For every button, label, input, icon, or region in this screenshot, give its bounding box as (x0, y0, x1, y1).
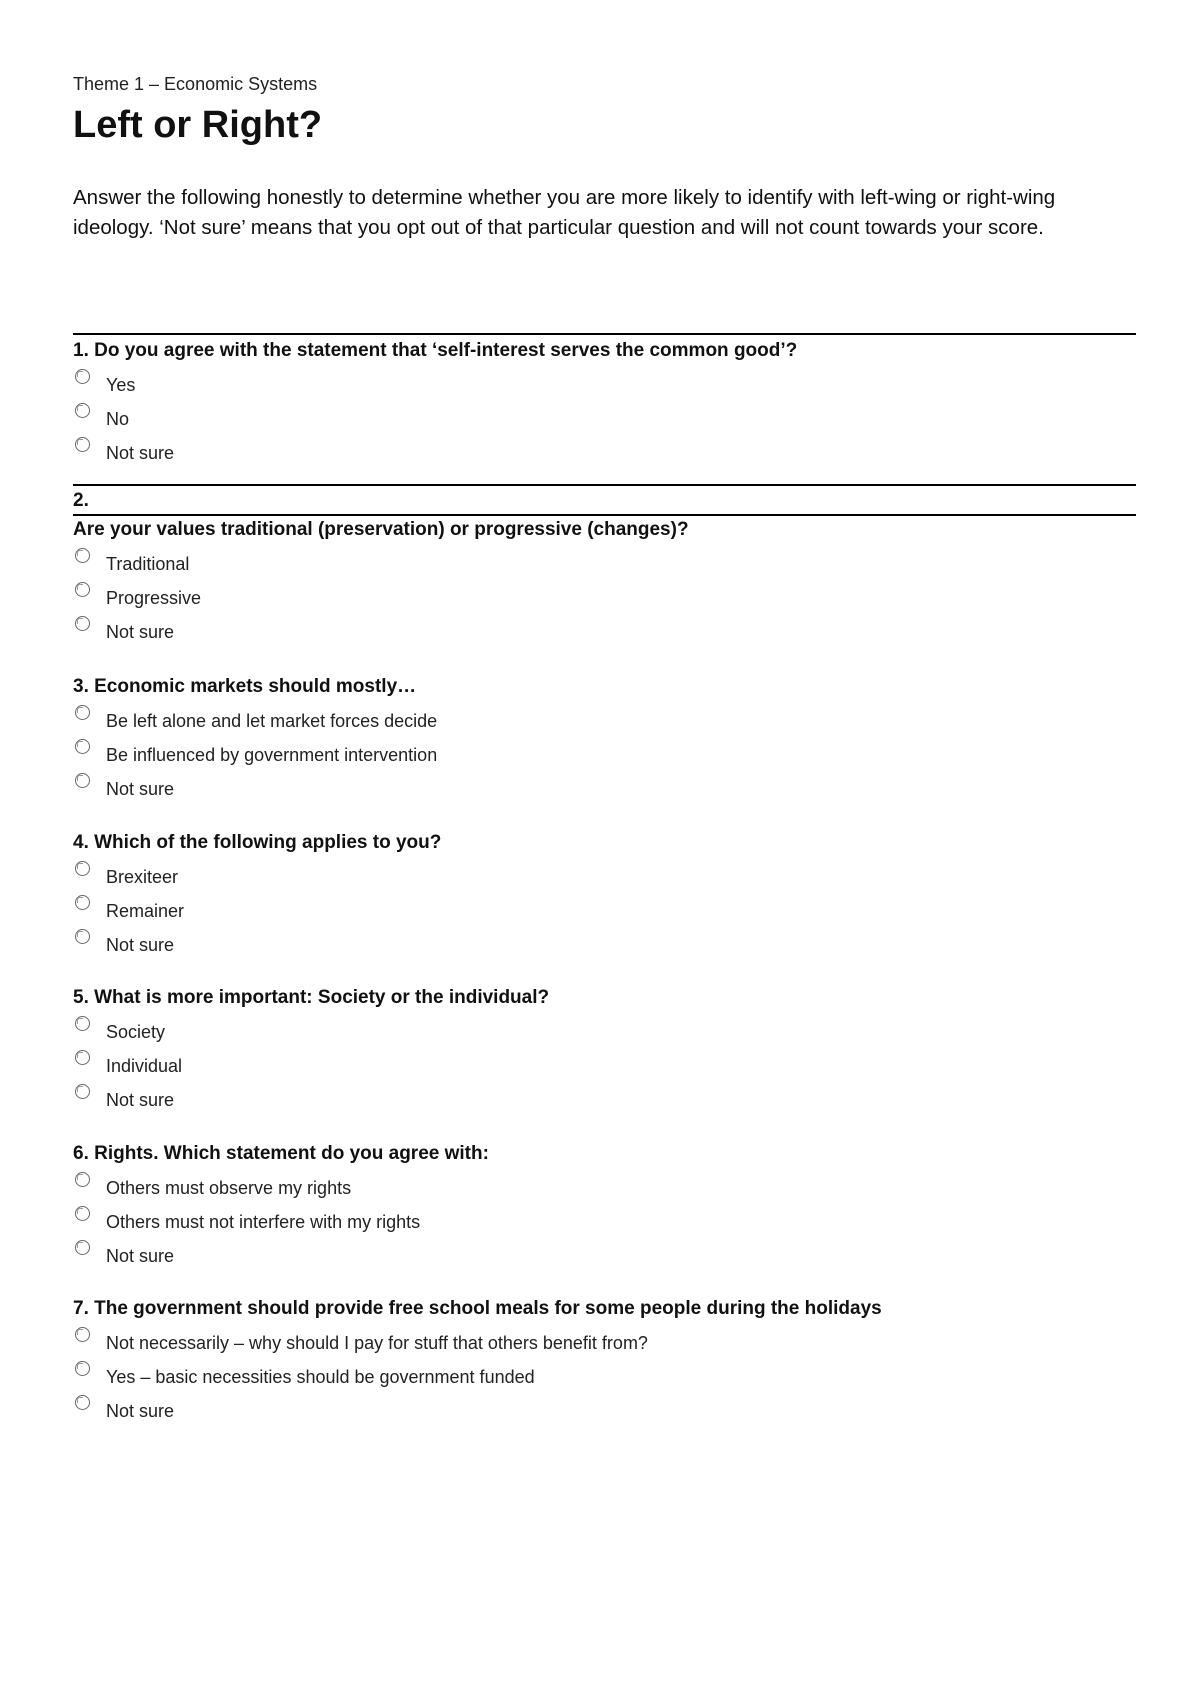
option-label: Remainer (106, 901, 185, 921)
option[interactable] (73, 1047, 1136, 1081)
page-title: Left or Right? (73, 104, 323, 146)
radio-button[interactable] (75, 1084, 90, 1099)
radio-button[interactable] (75, 705, 90, 720)
option[interactable] (73, 545, 1136, 579)
options-list (73, 858, 1136, 960)
question-text: Are your values traditional (preservation) or progressive (changes)? (73, 519, 689, 540)
radio-button[interactable] (75, 582, 90, 597)
option-label: Not sure (106, 443, 175, 463)
option[interactable] (73, 434, 1136, 468)
radio-button[interactable] (75, 895, 90, 910)
intro-paragraph: Answer the following honestly to determine whether you are more likely to identify with left-wing or right-wing ideology. ‘Not sure’ means that you opt out of that particular question and will not count towards your score. (73, 186, 1056, 239)
question-3 (73, 672, 1136, 804)
question-2-body (73, 515, 1136, 647)
option-label: Not sure (106, 1401, 175, 1421)
option[interactable] (73, 1169, 1136, 1203)
options-list (73, 545, 1136, 647)
option[interactable] (73, 1358, 1136, 1392)
options-list (73, 1013, 1136, 1115)
question-1 (73, 336, 1136, 468)
question-6 (73, 1139, 1136, 1271)
radio-button[interactable] (75, 1240, 90, 1255)
theme-label: Theme 1 – Economic Systems (73, 74, 318, 94)
option-label: Others must observe my rights (106, 1178, 352, 1198)
radio-button[interactable] (75, 369, 90, 384)
option[interactable] (73, 892, 1136, 926)
options-list (73, 1324, 1136, 1426)
radio-button[interactable] (75, 548, 90, 563)
radio-button[interactable] (75, 929, 90, 944)
question-number: 2. (73, 490, 89, 511)
option-label: Be influenced by government intervention (106, 745, 438, 765)
option-label: Progressive (106, 588, 202, 608)
radio-button[interactable] (75, 773, 90, 788)
radio-button[interactable] (75, 1172, 90, 1187)
option-label: Individual (106, 1056, 183, 1076)
question-4 (73, 828, 1136, 960)
option-label: Traditional (106, 554, 190, 574)
option[interactable] (73, 926, 1136, 960)
option[interactable] (73, 1203, 1136, 1237)
radio-button[interactable] (75, 1361, 90, 1376)
question-text: 4. Which of the following applies to you? (73, 832, 442, 853)
option-label: No (106, 409, 130, 429)
option-label: Not sure (106, 1090, 175, 1110)
option-label: Yes (106, 375, 136, 395)
question-2 (73, 488, 1136, 514)
radio-button[interactable] (75, 403, 90, 418)
option[interactable] (73, 1013, 1136, 1047)
radio-button[interactable] (75, 1327, 90, 1342)
option[interactable] (73, 613, 1136, 647)
option-label: Others must not interfere with my rights (106, 1212, 421, 1232)
question-text: 3. Economic markets should mostly… (73, 676, 417, 697)
radio-button[interactable] (75, 1395, 90, 1410)
option[interactable] (73, 1392, 1136, 1426)
options-list (73, 366, 1136, 468)
divider (73, 484, 1136, 486)
question-text: 7. The government should provide free school meals for some people during the holidays (73, 1298, 882, 1319)
option[interactable] (73, 579, 1136, 613)
question-7 (73, 1294, 1136, 1426)
option[interactable] (73, 736, 1136, 770)
option-label: Be left alone and let market forces decide (106, 711, 438, 731)
option-label: Not sure (106, 622, 175, 642)
option-label: Yes – basic necessities should be government funded (106, 1367, 535, 1387)
option-label: Not sure (106, 779, 175, 799)
radio-button[interactable] (75, 1016, 90, 1031)
question-text: 1. Do you agree with the statement that ‘self-interest serves the common good’? (73, 340, 798, 361)
option[interactable] (73, 1081, 1136, 1115)
options-list (73, 702, 1136, 804)
option[interactable] (73, 366, 1136, 400)
radio-button[interactable] (75, 739, 90, 754)
radio-button[interactable] (75, 616, 90, 631)
option[interactable] (73, 702, 1136, 736)
option-label: Not necessarily – why should I pay for stuff that others benefit from? (106, 1333, 648, 1353)
option[interactable] (73, 1324, 1136, 1358)
question-text: 5. What is more important: Society or the individual? (73, 987, 550, 1008)
option[interactable] (73, 770, 1136, 804)
radio-button[interactable] (75, 1050, 90, 1065)
option[interactable] (73, 400, 1136, 434)
radio-button[interactable] (75, 1206, 90, 1221)
option[interactable] (73, 858, 1136, 892)
option[interactable] (73, 1237, 1136, 1271)
question-5 (73, 983, 1136, 1115)
option-label: Not sure (106, 1246, 175, 1266)
options-list (73, 1169, 1136, 1271)
radio-button[interactable] (75, 861, 90, 876)
radio-button[interactable] (75, 437, 90, 452)
option-label: Society (106, 1022, 166, 1042)
option-label: Not sure (106, 935, 175, 955)
divider (73, 333, 1136, 335)
option-label: Brexiteer (106, 867, 179, 887)
question-text: 6. Rights. Which statement do you agree with: (73, 1143, 489, 1164)
